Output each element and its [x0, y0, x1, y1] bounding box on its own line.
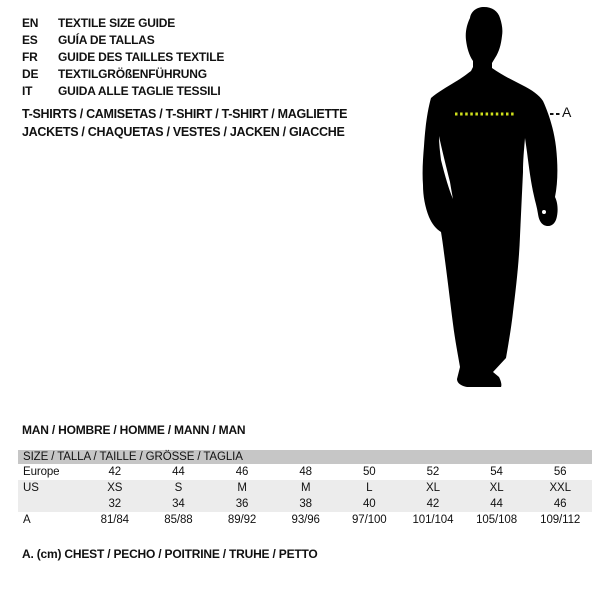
table-cell: M [237, 482, 247, 494]
lang-row [22, 49, 224, 66]
lang-code: ES [22, 33, 38, 47]
row-label: US [23, 482, 39, 494]
table-cell: 42 [426, 498, 440, 510]
size-table [18, 450, 592, 528]
lang-code: DE [22, 67, 39, 81]
footnote: A. (cm) CHEST / PECHO / POITRINE / TRUHE / PETTO [22, 547, 318, 561]
table-cell: 105/108 [476, 514, 517, 526]
row-label: A [23, 514, 31, 526]
man-silhouette [405, 0, 600, 400]
table-cell: 52 [426, 466, 440, 478]
table-cell: 109/112 [540, 514, 581, 526]
table-cell: 81/84 [100, 514, 129, 526]
lang-code: IT [22, 84, 33, 98]
table-cell: 48 [299, 466, 312, 478]
lang-row [22, 83, 224, 100]
table-cell: 54 [490, 466, 503, 478]
category-line: JACKETS / CHAQUETAS / VESTES / JACKEN / GIACCHE [22, 124, 345, 139]
table-row [18, 464, 592, 480]
lang-row [22, 32, 224, 49]
table-cell: 56 [553, 466, 567, 478]
table-cell: 44 [172, 466, 185, 478]
table-cell: XXL [549, 482, 571, 494]
table-cell: 34 [172, 498, 185, 510]
table-cell: S [174, 482, 183, 494]
category-line: T-SHIRTS / CAMISETAS / T-SHIRT / T-SHIRT / MAGLIETTE [22, 107, 348, 121]
table-cell: 97/100 [352, 514, 387, 526]
lang-label: GUÍA DE TALLAS [58, 33, 155, 47]
table-cell: 46 [553, 498, 567, 510]
table-cell: XL [489, 482, 504, 494]
table-cell: 93/96 [291, 514, 320, 526]
table-cell: 38 [299, 498, 312, 510]
table-row [18, 480, 592, 496]
body-silhouette-path [423, 7, 558, 387]
lang-code: EN [22, 16, 39, 30]
table-row [18, 512, 592, 528]
table-cell: XS [107, 482, 123, 494]
lang-label: GUIDA ALLE TAGLIE TESSILI [58, 84, 221, 98]
thumb-notch [542, 210, 546, 214]
table-cell: 85/88 [164, 514, 193, 526]
section-heading: MAN / HOMBRE / HOMME / MANN / MAN [22, 423, 246, 437]
lang-label: GUIDE DES TAILLES TEXTILE [58, 50, 225, 64]
table-row [18, 496, 592, 512]
table-cell: M [300, 482, 311, 494]
table-cell: 50 [363, 466, 376, 478]
table-cell: 40 [363, 498, 376, 510]
lang-row [22, 66, 224, 83]
language-guide [22, 15, 224, 100]
size-table-body [18, 464, 592, 528]
table-cell: L [366, 482, 373, 494]
lang-code: FR [22, 50, 38, 64]
table-cell: 89/92 [227, 514, 257, 526]
table-cell: 32 [108, 498, 122, 510]
lang-label: TEXTILGRÖßENFÜHRUNG [58, 67, 207, 81]
table-cell: 44 [490, 498, 503, 510]
table-cell: 42 [108, 466, 122, 478]
category-lines [22, 106, 347, 141]
table-cell: XL [426, 482, 440, 494]
measurement-a-label: A [562, 104, 572, 120]
lang-label: TEXTILE SIZE GUIDE [58, 16, 176, 30]
table-cell: 46 [235, 466, 249, 478]
row-label [18, 496, 83, 512]
row-label: Europe [23, 466, 60, 478]
lang-row [22, 15, 224, 32]
table-cell: 101/104 [412, 514, 454, 526]
size-table-header: SIZE / TALLA / TAILLE / GRÖSSE / TAGLIA [18, 450, 592, 464]
table-cell: 36 [235, 498, 249, 510]
man-silhouette-figure [405, 0, 600, 400]
